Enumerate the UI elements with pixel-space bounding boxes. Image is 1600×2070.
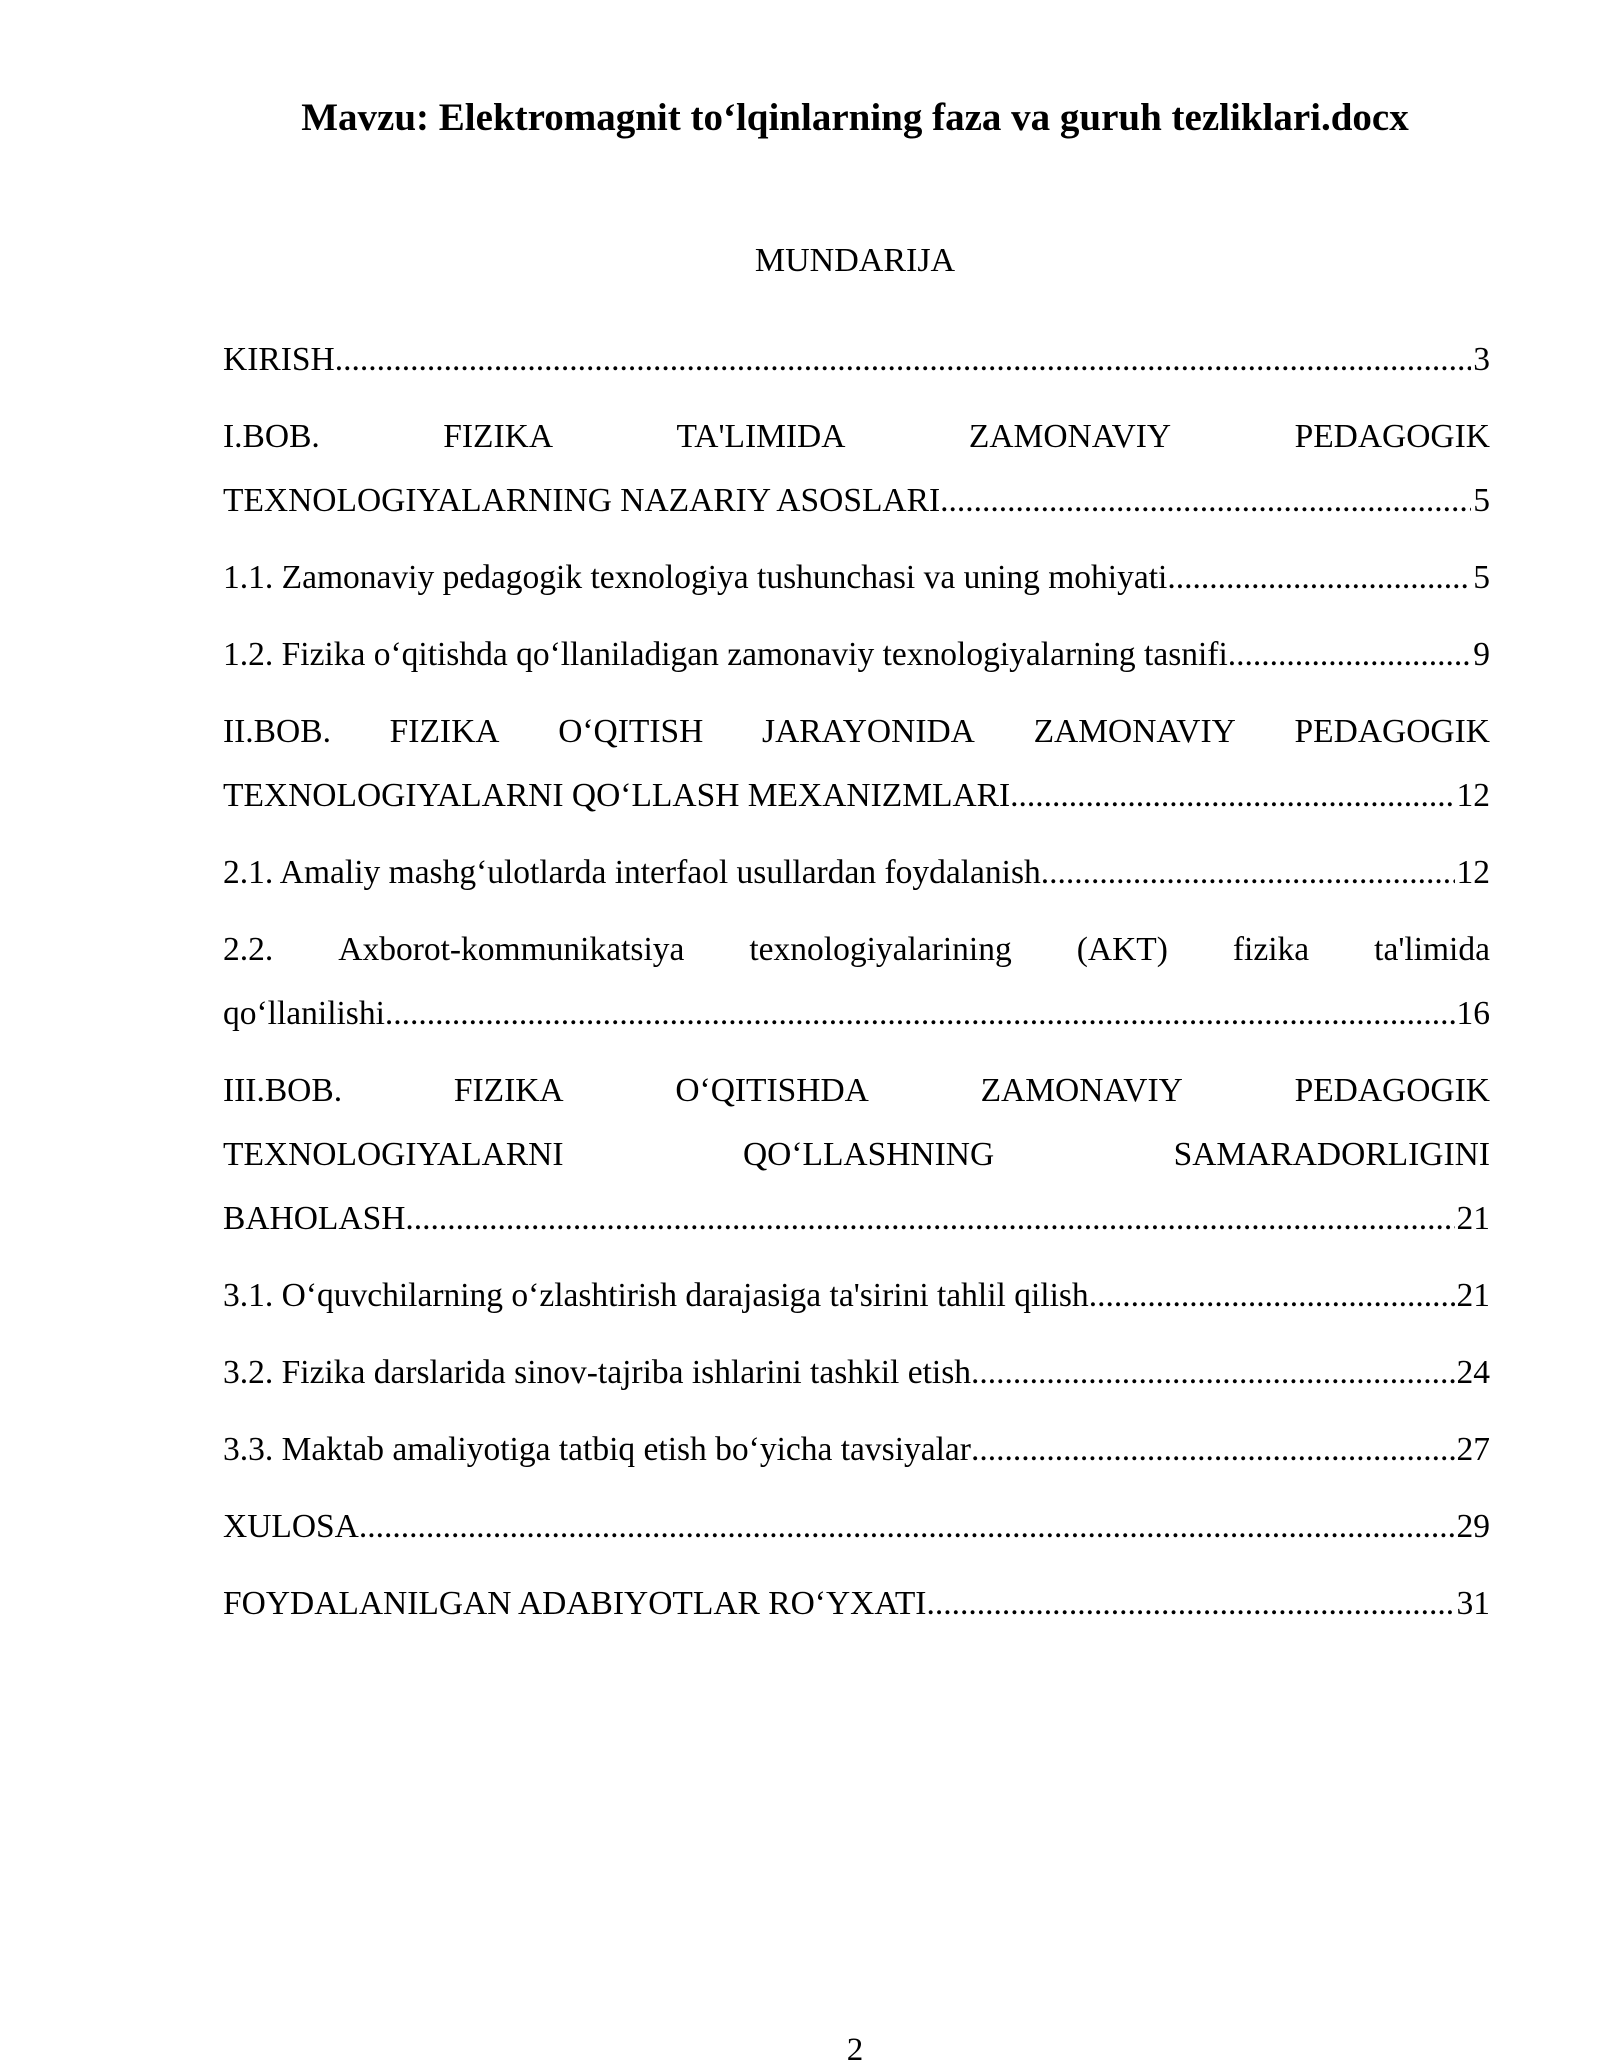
toc-entry-2-2[interactable] [223,918,1490,1046]
dot-leader [971,1341,1454,1405]
toc-entry-bob-1[interactable] [223,405,1490,533]
toc-page-number: 21 [1456,1277,1490,1314]
toc-word: FIZIKA [389,713,500,750]
toc-entry-text: 2.1. Amaliy mashg‘ulotlarda interfaol usullardan foydalanish [223,854,1041,891]
dot-leader [359,1495,1455,1559]
toc-entry-adabiyotlar[interactable] [223,1572,1490,1636]
toc-entry-text: 3.2. Fizika darslarida sinov-tajriba ishlarini tashkil etish [223,1354,972,1391]
toc-page-number: 12 [1456,777,1490,814]
toc-page-number: 16 [1456,995,1490,1032]
toc-page-number: 27 [1456,1431,1490,1468]
toc-page-number: 5 [1473,482,1490,519]
toc-page-number: 12 [1456,854,1490,891]
dot-leader [1167,546,1471,610]
toc-word: FIZIKA [443,418,554,455]
toc-word: TA'LIMIDA [676,418,846,455]
dot-leader [926,1572,1454,1636]
dot-leader [1089,1264,1455,1328]
toc-word: III.BOB. [223,1072,343,1109]
toc-entry-1-1[interactable] [223,546,1490,610]
toc-page-number: 24 [1456,1354,1490,1391]
dot-leader [971,1418,1455,1482]
dot-leader [940,469,1471,533]
toc-word: PEDAGOGIK [1294,713,1490,750]
toc-page-number: 21 [1456,1200,1490,1237]
toc-page-number: 9 [1473,636,1490,673]
toc-word: Axborot-kommunikatsiya [338,931,685,968]
toc-entry-line [223,405,1490,469]
toc-word: PEDAGOGIK [1294,1072,1490,1109]
toc-word: TEXNOLOGIYALARNI [223,1136,564,1173]
toc-word: fizika [1232,931,1310,968]
toc-entry-kirish[interactable] [223,328,1490,392]
toc-page-number: 29 [1456,1508,1490,1545]
toc-entry-text: 3.3. Maktab amaliyotiga tatbiq etish bo‘yicha tavsiyalar [223,1431,971,1468]
toc-entry-bob-3[interactable] [223,1059,1490,1251]
toc-entry-text: 3.1. O‘quvchilarning o‘zlashtirish darajasiga ta'sirini tahlil qilish [223,1277,1089,1314]
toc-word: O‘QITISH [558,713,704,750]
toc-entry-text: FOYDALANILGAN ADABIYOTLAR RO‘YXATI [223,1585,927,1622]
toc-entry-3-2[interactable] [223,1341,1490,1405]
toc-entry-xulosa[interactable] [223,1495,1490,1559]
toc-entry-3-3[interactable] [223,1418,1490,1482]
toc-entry-2-1[interactable] [223,841,1490,905]
toc-entry-text: 1.1. Zamonaviy pedagogik texnologiya tushunchasi va uning mohiyati [223,559,1168,596]
toc-entry-line [223,1059,1490,1123]
toc-word: (AKT) [1076,931,1168,968]
toc-word: JARAYONIDA [762,713,975,750]
toc-entry-text: qo‘llanilishi [223,995,385,1032]
toc-entry-text: BAHOLASH [223,1200,406,1237]
toc-entry-text: TEXNOLOGIYALARNI QO‘LLASH MEXANIZMLARI [223,777,1011,814]
dot-leader [1228,623,1471,687]
toc-entry-line [223,1123,1490,1187]
toc-entry-text: TEXNOLOGIYALARNING NAZARIY ASOSLARI [223,482,941,519]
toc-word: O‘QITISHDA [675,1072,869,1109]
toc-page-number: 31 [1456,1585,1490,1622]
toc-word: II.BOB. [223,713,331,750]
toc-page-number: 5 [1473,559,1490,596]
toc-entry-text: 1.2. Fizika o‘qitishda qo‘llaniladigan zamonaviy texnologiyalarning tasnifi [223,636,1228,673]
toc-word: SAMARADORLIGINI [1173,1136,1490,1173]
toc-word: ta'limida [1374,931,1490,968]
toc-entry-line [223,700,1490,764]
dot-leader [405,1187,1454,1251]
toc-entry-text: XULOSA [223,1508,359,1545]
table-of-contents [223,328,1490,1649]
toc-word: QO‘LLASHNING [742,1136,995,1173]
toc-word: texnologiyalarining [749,931,1012,968]
toc-entry-1-2[interactable] [223,623,1490,687]
document-title: Mavzu: Elektromagnit to‘lqinlarning faza va guruh tezliklari.docx [301,96,1409,139]
dot-leader [1041,841,1455,905]
toc-word: PEDAGOGIK [1294,418,1490,455]
toc-word: ZAMONAVIY [968,418,1172,455]
toc-entry-line [223,918,1490,982]
toc-entry-3-1[interactable] [223,1264,1490,1328]
dot-leader [1010,764,1454,828]
toc-page-number: 3 [1473,341,1490,378]
toc-word: 2.2. [223,931,274,968]
toc-heading: MUNDARIJA [754,242,956,279]
toc-word: FIZIKA [453,1072,564,1109]
dot-leader [335,328,1472,392]
page-number: 2 [846,2032,864,2068]
toc-word: ZAMONAVIY [980,1072,1183,1109]
toc-entry-bob-2[interactable] [223,700,1490,828]
toc-entry-text: KIRISH [223,341,335,378]
toc-word: ZAMONAVIY [1033,713,1236,750]
dot-leader [385,982,1455,1046]
toc-word: I.BOB. [223,418,320,455]
